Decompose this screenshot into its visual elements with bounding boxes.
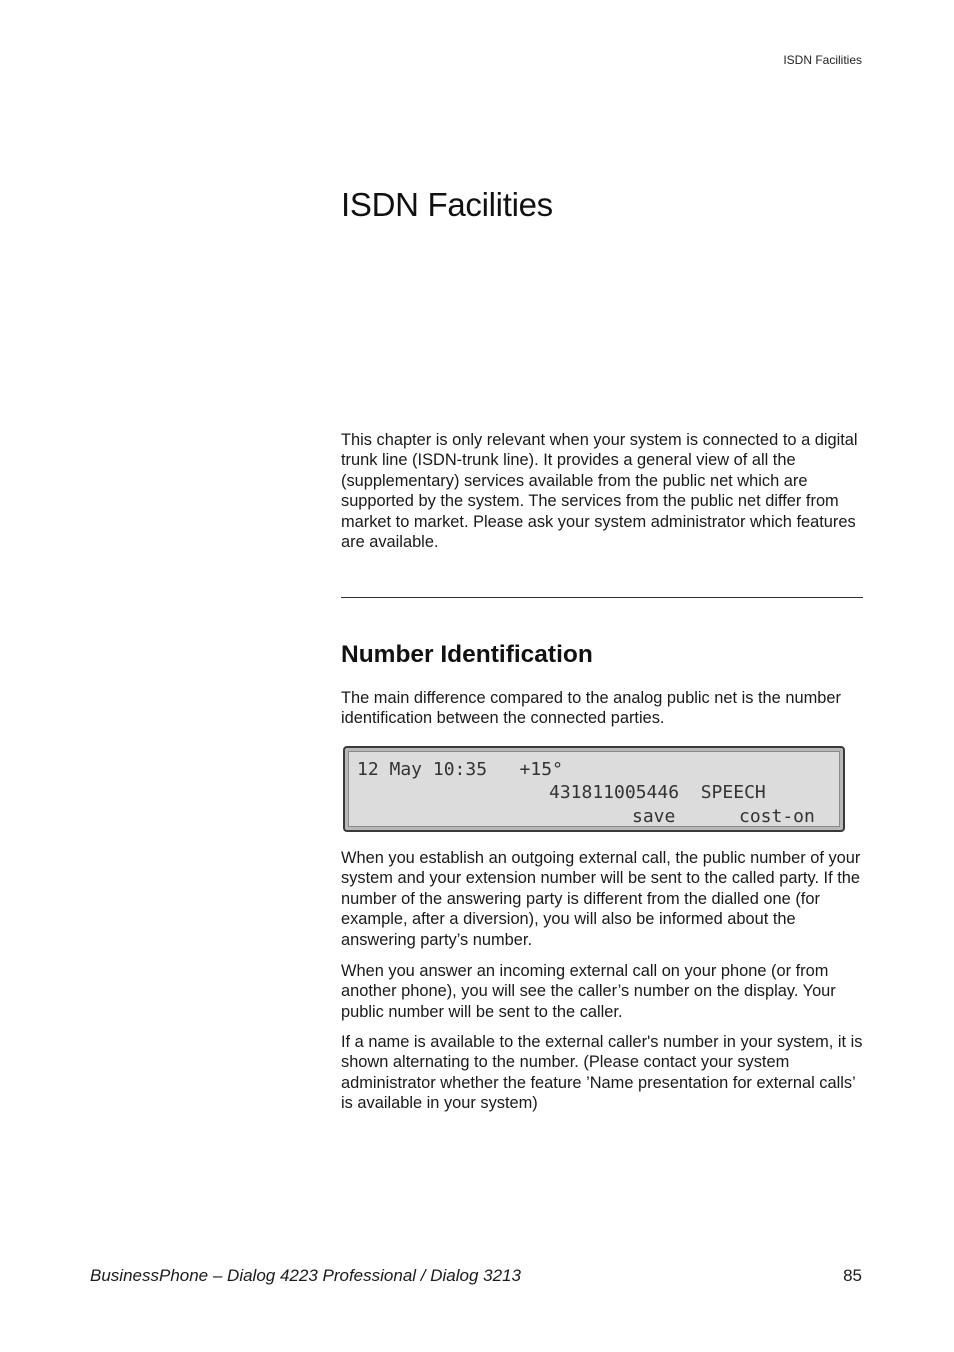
section-paragraph-4: If a name is available to the external caller's number in your system, it is shown alternating to the number. (Please contact your system administrator whether the feature ’Name presentation for external calls’ is available in your system) xyxy=(341,1033,863,1113)
phone-display-screen xyxy=(348,751,840,827)
display-softkey-cost-on: cost-on xyxy=(739,806,815,827)
section-divider xyxy=(341,597,863,598)
footer-product: BusinessPhone – Dialog 4223 Professional / Dialog 3213 xyxy=(90,1266,521,1285)
phone-display xyxy=(343,746,845,832)
footer-page-number: 85 xyxy=(843,1266,862,1285)
chapter-intro: This chapter is only relevant when your system is connected to a digital trunk line (ISDN-trunk line). It provides a general view of all the (supplementary) services available from the public net which are supported by the system. The services from the public net differ from market to market. Please ask your system administrator which features are available. xyxy=(341,431,858,552)
section-paragraph-2: When you establish an outgoing external call, the public number of your system and your extension number will be sent to the called party. If the number of the answering party is different from the dialled one (for example, after a diversion), you will also be informed about the answering party’s number. xyxy=(341,849,861,949)
running-header: ISDN Facilities xyxy=(783,53,862,67)
display-softkey-save: save xyxy=(632,806,676,827)
section-paragraph-1: The main difference compared to the analog public net is the number identification between the connected parties. xyxy=(341,689,841,728)
chapter-title: ISDN Facilities xyxy=(341,186,553,223)
display-line-2: 431811005446 SPEECH xyxy=(549,782,766,803)
display-line-1: 12 May 10:35 +15° xyxy=(357,759,563,780)
section-paragraph-3: When you answer an incoming external call on your phone (or from another phone), you will see the caller’s number on the display. Your public number will be sent to the caller. xyxy=(341,962,836,1021)
section-heading: Number Identification xyxy=(341,641,593,668)
